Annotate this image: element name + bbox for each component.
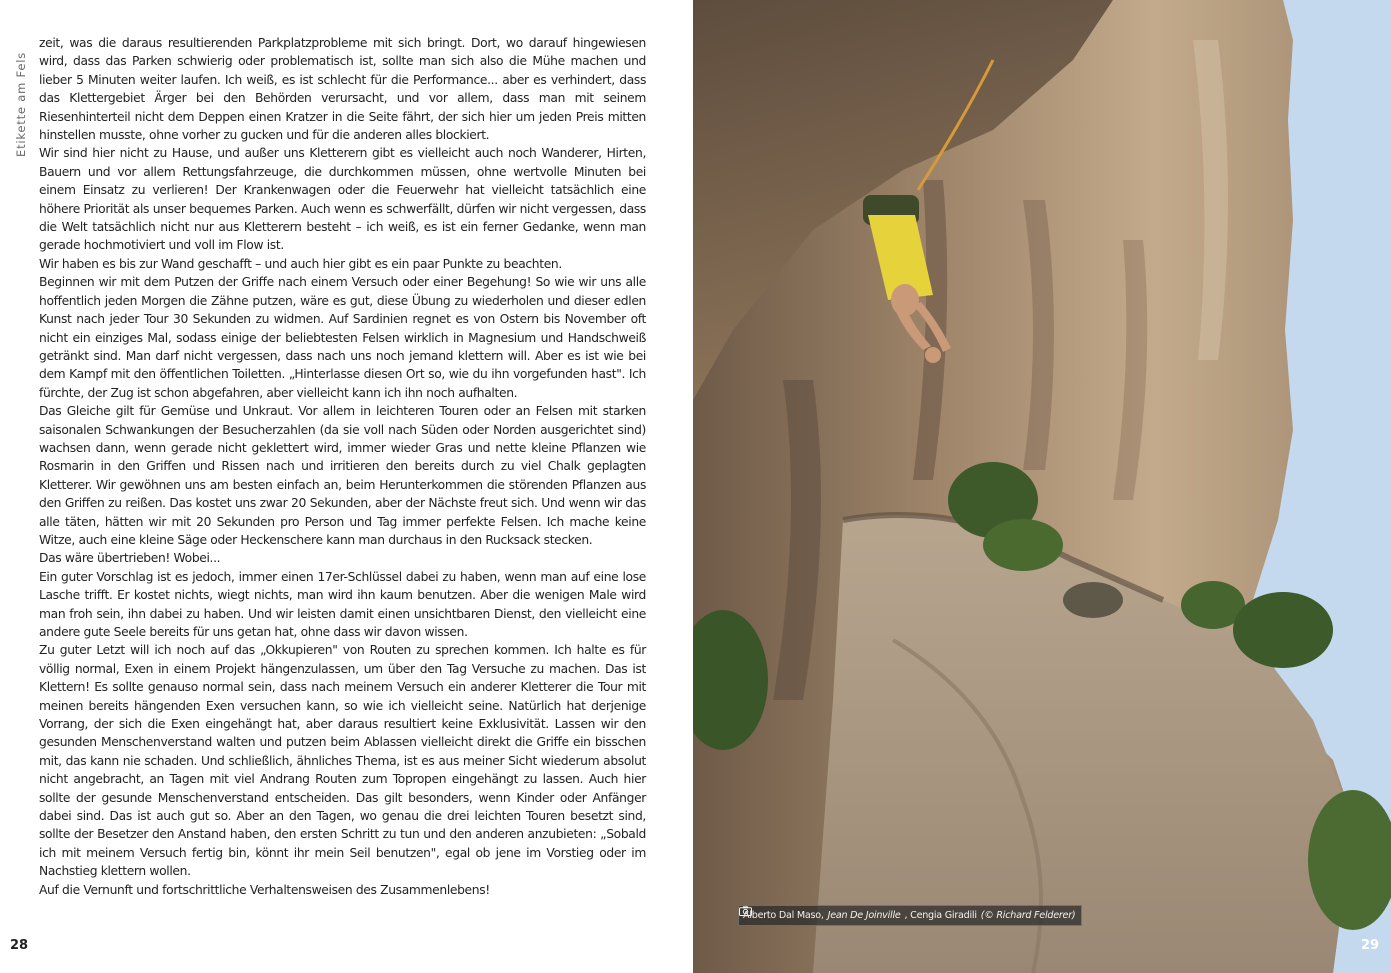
paragraph: Zu guter Letzt will ich noch auf das „Okkupieren" von Routen zu sprechen kommen. Ich halte es für völlig normal, Exen in einem Projekt hängenzulassen, um über den Tag Versuche zu machen. Das ist Klettern! Es sollte genauso normal sein, dass nach meinem Versuch ein anderer Kletterer die Tour mit meinen bereits hängenden Exen versuchen kann, so wie ich vielleicht seine. Natürlich hat derjenige Vorrang, der sich die Exen eingehängt hat, aber daraus resultiert keine Exklusivität. Lassen wir den gesunden Menschenverstand walten und putzen beim Ablassen vielleicht direkt die Griffe ein bisschen mit, das kann nie schaden. Und schließlich, ähnliches Thema, ist es aus meiner Sicht wiederum absolut nicht angebracht, an Tagen mit viel Andrang Routen zum Topropen eingehängt zu lassen. Auch hier sollte der gesunde Menschenverstand entscheiden. Das gilt besonders, wenn Kinder oder Anfänger dabei sind. Das ist auch gut so. Aber an den Tagen, wo genau die drei leichten Touren besetzt sind, sollte der Besetzer den Anstand haben, den ersten Schritt zu tun und den anderen anzubieten: „Sobald ich mit meinem Versuch fertig bin, könnt ihr mein Seil benutzen", egal ob jene im Vorstieg oder im Nachstieg klettern wollen. xyxy=(39,643,646,879)
page-number-right: 29 xyxy=(1361,938,1380,953)
tree xyxy=(1233,592,1333,668)
body-text xyxy=(39,34,646,899)
page-number-left: 28 xyxy=(10,938,29,953)
paragraph: Ein guter Vorschlag ist es jedoch, immer einen 17er-Schlüssel dabei zu haben, wenn man auf eine lose Lasche trifft. Er kostet nichts, wiegt nichts, man wird ihn kaum benutzen. Aber die wenigen Male wird man froh sein, ihn dabei zu haben. Und wir leisten damit einen unsichtbaren Dienst, den vielleicht eine andere gute Seele bereits für uns getan hat, ohne dass wir davon wissen. xyxy=(39,569,646,639)
caption-route: Jean De Joinville xyxy=(827,910,901,921)
caption-climber: Alberto Dal Maso, xyxy=(743,910,824,921)
bush xyxy=(983,519,1063,571)
paragraph: Wir haben es bis zur Wand geschafft – und auch hier gibt es ein paar Punkte zu beachten. xyxy=(39,256,562,271)
paragraph: Wir sind hier nicht zu Hause, und außer uns Kletterern gibt es vielleicht auch noch Wanderer, Hirten, Bauern und vor allem Rettungsfahrzeuge, die durchkommen müssen, ohne wertvolle Minuten bei einem Einsatz zu verlieren! Der Krankenwagen oder die Feuerwehr hat vielleicht tatsächlich eine höhere Priorität als unser bequemes Parken. Auch wenn es schwerfällt, dürfen wir nicht vergessen, dass die Welt tatsächlich nicht nur aus Kletterern besteht – ich weiß, es ist ein ferner Gedanke, wenn man gerade hochmotiviert und voll im Flow ist. xyxy=(39,146,646,253)
left-page xyxy=(0,0,693,973)
section-label: Etikette am Fels xyxy=(14,52,28,157)
paragraph: Auf die Vernunft und fortschrittliche Verhaltensweisen des Zusammenlebens! xyxy=(39,882,490,897)
paragraph: zeit, was die daraus resultierenden Parkplatzprobleme mit sich bringt. Dort, wo darauf hingewiesen wird, dass das Parken schwierig oder problematisch ist, sollte man sich also die Mühe machen und lieber 5 Minuten weiter laufen. Ich weiß, es ist schlecht für die Performance... aber es verhindert, dass das Klettergebiet Ärger bei den Behörden verursacht, und vor allem, dass man mit seinem Riesenhinterteil nicht dem Deppen einen Kratzer in die Seite fährt, der sich hier um jeden Preis mitten hinstellen musste, ohne vorher zu gucken und für die anderen alles blockiert. xyxy=(39,36,646,143)
climbing-photo xyxy=(693,0,1391,973)
paragraph: Das Gleiche gilt für Gemüse und Unkraut. Vor allem in leichteren Touren oder an Felsen mit starken saisonalen Schwankungen der Besucherzahlen (da sie voll nach Süden oder Norden ausgerichtet sind) wachsen dann, wenn gerade nicht geklettert wird, immer wieder Gras und nette kleine Pflanzen wie Rosmarin in den Griffen und Rissen nach und irritieren den bereits durch zu viel Chalk geplagten Kletterer. Wir gewöhnen uns am besten einfach an, beim Herunterkommen die störenden Pflanzen aus den Griffen zu reißen. Das kostet uns zwar 20 Sekunden, aber der Nächste freut sich. Und wenn wir das alle täten, hätten wir mit 20 Sekunden pro Person und Tag immer perfekte Felsen. Ich mache keine Witze, auch eine kleine Säge oder Heckenschere kann man durchaus in den Rucksack stecken. xyxy=(39,404,646,547)
paragraph: Das wäre übertrieben! Wobei... xyxy=(39,551,221,566)
photo-caption xyxy=(738,905,1082,926)
camera-icon xyxy=(739,906,752,916)
bush xyxy=(1063,582,1123,618)
photo-illustration xyxy=(693,0,1391,973)
paragraph: Beginnen wir mit dem Putzen der Griffe nach einem Versuch oder einer Begehung! So wie wir uns alle hoffentlich jeden Morgen die Zähne putzen, wäre es gut, diese Übung zu wiederholen und dieser edlen Kunst nach jeder Tour 30 Sekunden zu widmen. Auf Sardinien regnet es von Ostern bis November oft nicht ein einziges Mal, sodass einige der beliebtesten Felsen wirklich in Magnesium und Handschweiß getränkt sind. Man darf nicht vergessen, dass nach uns noch jemand klettern will. Aber es ist wie bei dem Kampf mit den öffentlichen Toiletten. „Hinterlasse diesen Ort so, wie du ihn vorgefunden hast". Ich fürchte, der Zug ist schon abgefahren, aber vielleicht kann ich ihn noch aufhalten. xyxy=(39,275,646,400)
caption-sector: , Cengia Giradili xyxy=(904,910,977,921)
caption-credit: (© Richard Felderer) xyxy=(980,910,1076,921)
